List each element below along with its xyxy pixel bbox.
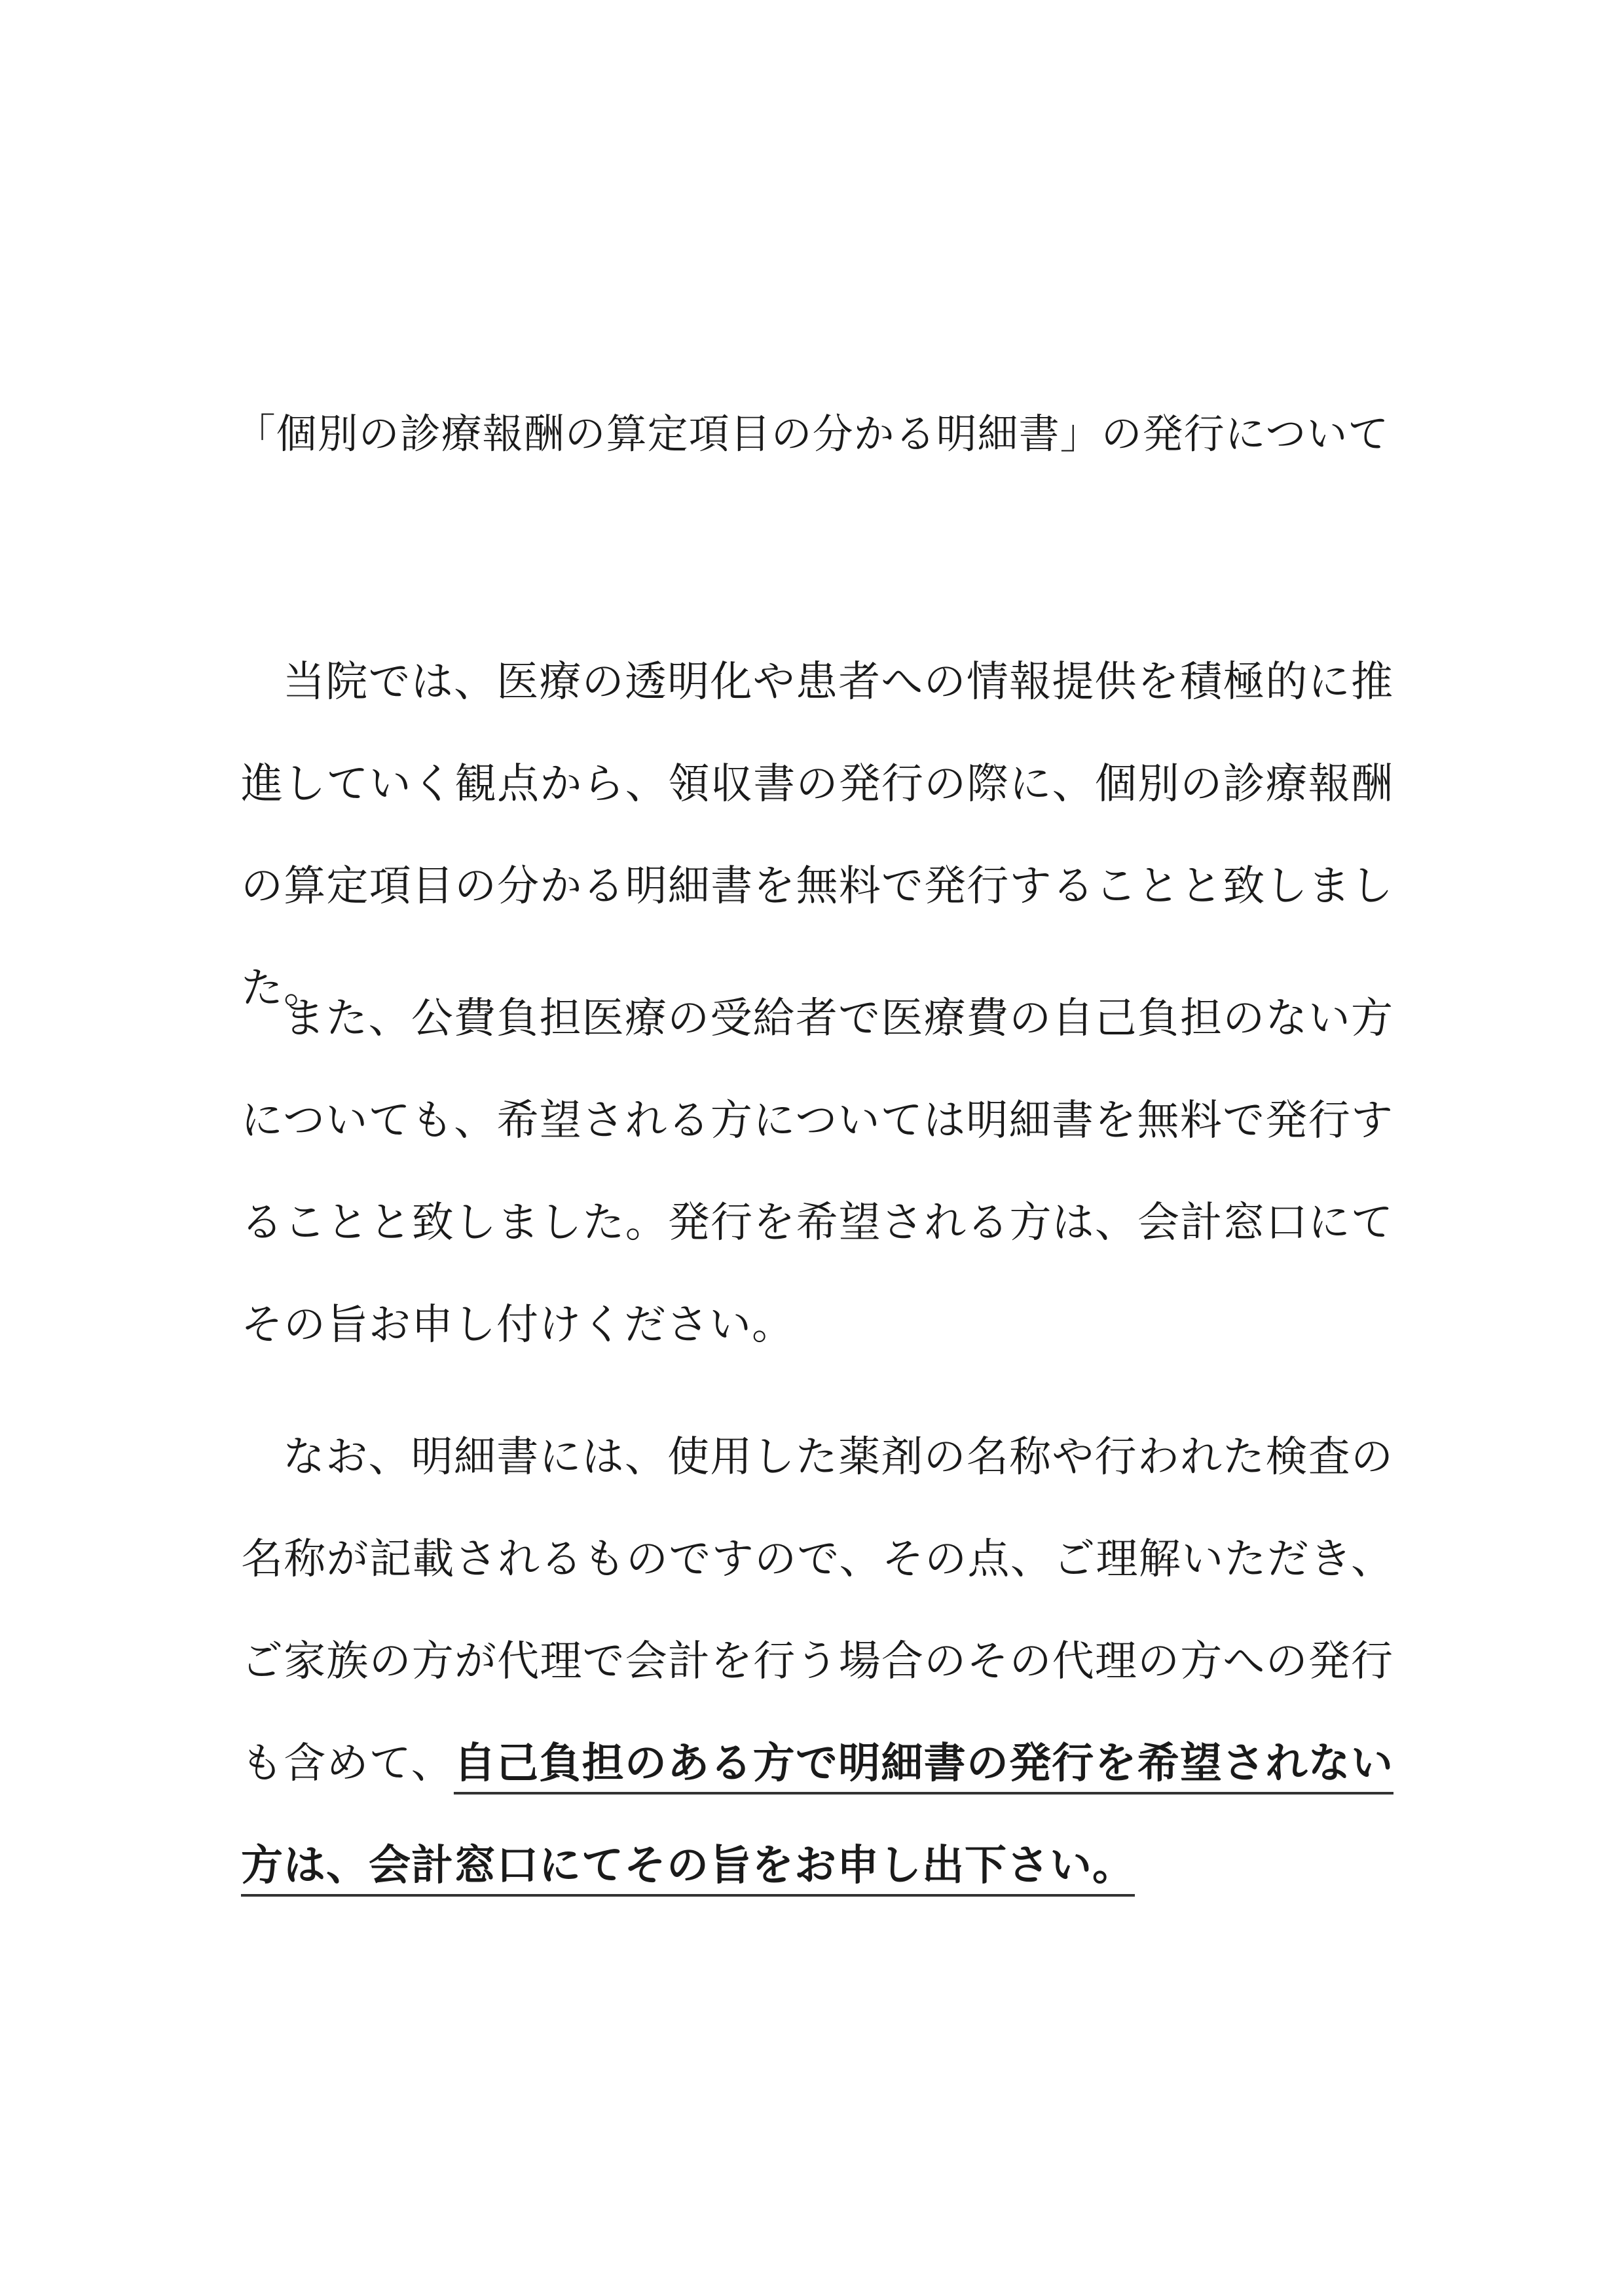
paragraph-1: 当院では、医療の透明化や患者への情報提供を積極的に推進していく観点から、領収書の発行の際に、個別の診療報酬の算定項目の分かる明細書を無料で発行することと致しました。 xyxy=(241,658,1393,1013)
paragraph-3-text: なお、明細書には、使用した薬剤の名称や行われた検査の名称が記載されるものですので、その点、ご理解いただき、ご家族の方が代理で会計を行う場合のその代理の方への発行も含めて、 xyxy=(241,1433,1393,1788)
paragraph-2: また、公費負担医療の受給者で医療費の自己負担のない方についても、希望される方については明細書を無料で発行することと致しました。発行を希望される方は、会計窓口にてその旨お申し付けください。 xyxy=(241,994,1393,1349)
paragraph-3 xyxy=(241,1406,1393,1917)
underlined-emphasis: 自己負担のある方で明細書の発行を希望されない方は、会計窓口にてその旨をお申し出下さい。 xyxy=(241,1740,1393,1890)
document-title: 「個別の診療報酬の算定項目の分かる明細書」の発行について xyxy=(234,410,1390,458)
